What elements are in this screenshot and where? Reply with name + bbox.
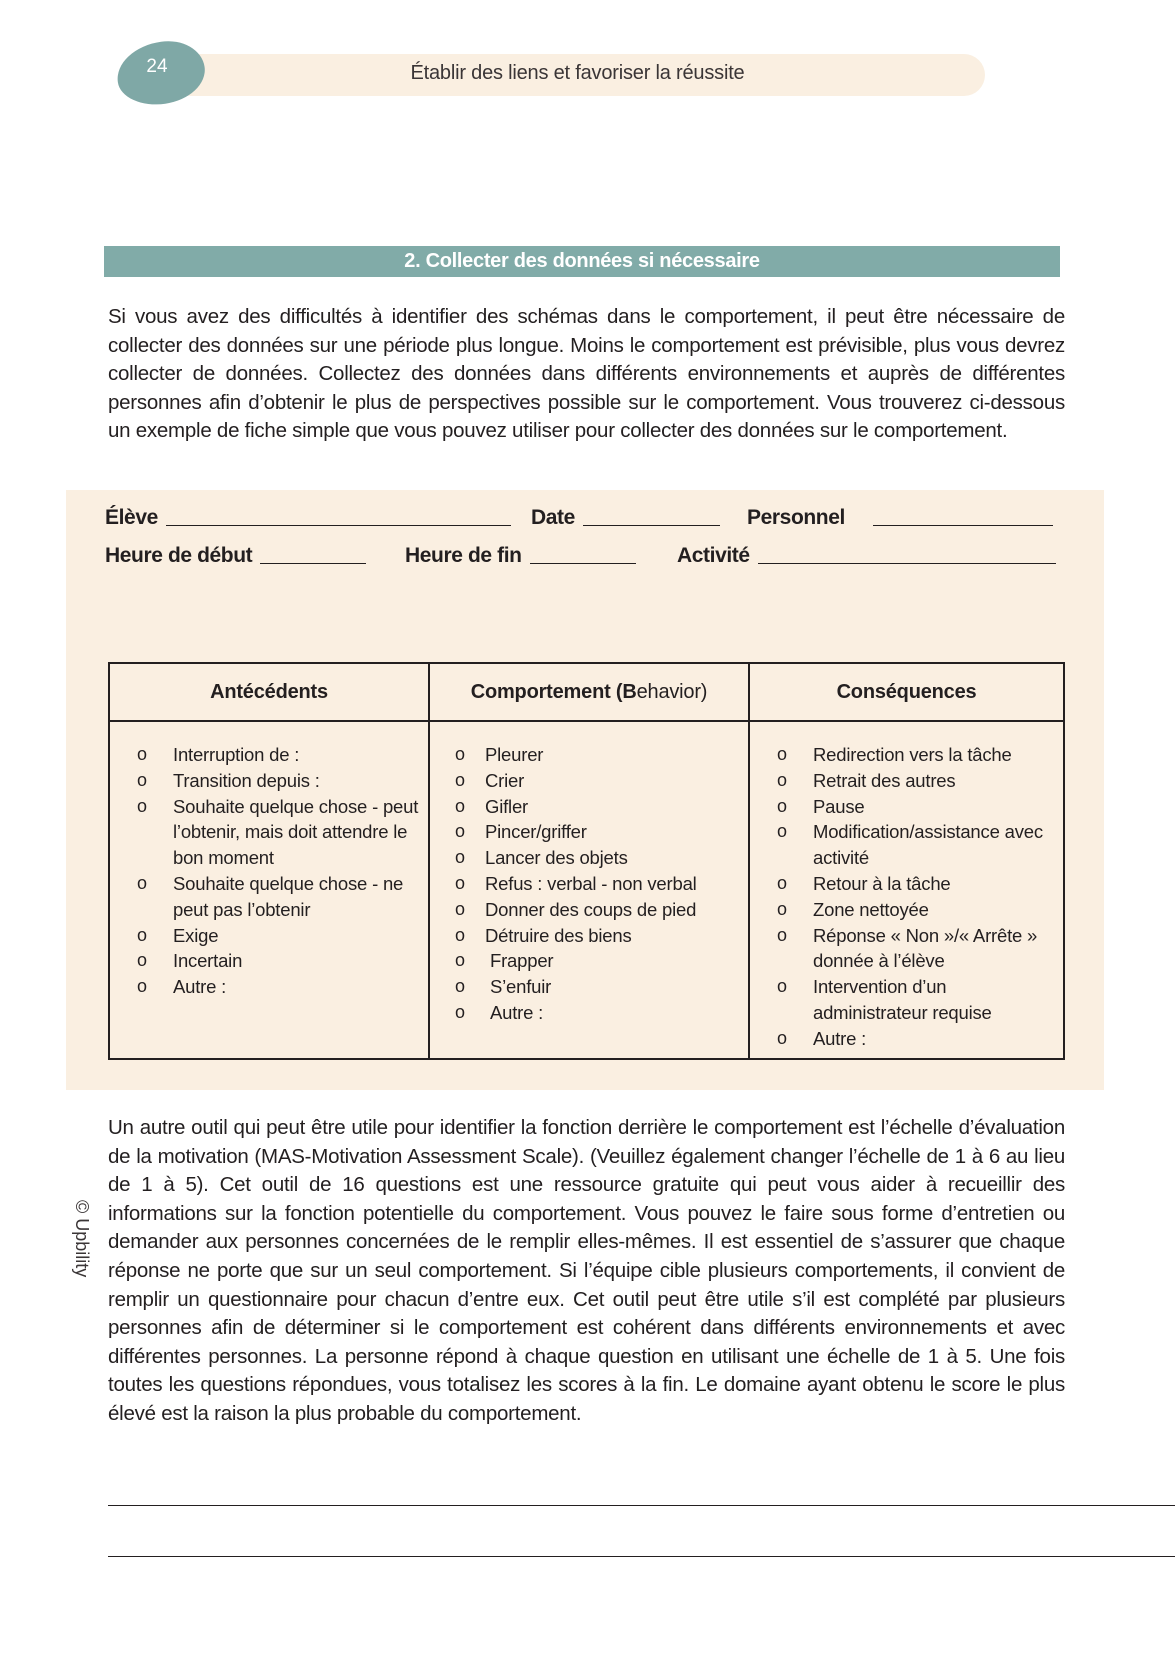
checklist-item[interactable]: o Détruire des biens [430,923,748,949]
checklist-item[interactable]: o Pincer/griffer [430,819,748,845]
checklist-item[interactable]: o Autre : [430,1000,748,1026]
checkbox-circle-icon[interactable]: o [455,898,465,919]
note-line[interactable] [108,1556,1175,1557]
field-activity-line[interactable] [758,562,1056,564]
checkbox-circle-icon[interactable]: o [777,898,787,919]
checklist-item[interactable]: o Zone nettoyée [750,897,1063,923]
checkbox-circle-icon[interactable]: o [777,744,787,764]
field-end-time-label: Heure de fin [405,544,522,567]
checkbox-circle-icon[interactable]: o [137,976,147,997]
checklist-item[interactable]: o Autre : [110,974,428,1000]
checkbox-circle-icon[interactable]: o [455,924,465,945]
checklist-item[interactable]: o Souhaite quelque chose - peut l’obtenir, mais doit attendre le bon moment [137,795,419,869]
checkbox-circle-icon[interactable]: o [137,872,147,893]
checklist-item[interactable]: o Pause [750,794,1063,820]
checkbox-circle-icon[interactable]: o [455,821,465,842]
field-date-line[interactable] [583,524,720,526]
checkbox-circle-icon[interactable]: o [777,872,787,893]
checklist-item[interactable]: o Modification/assistance avec activité [777,821,1043,869]
copyright-notice: © Upbility [72,1200,92,1278]
checkbox-circle-icon[interactable]: o [455,1001,465,1022]
field-date-label: Date [531,506,575,529]
column-antecedents [110,722,430,1058]
field-student-line[interactable] [166,524,511,526]
field-staff[interactable] [747,506,1053,530]
checkbox-circle-icon[interactable]: o [777,821,787,842]
checklist-item[interactable]: o Donner des coups de pied [430,897,748,923]
running-header-title: Établir des liens et favoriser la réussite [410,62,745,84]
checkbox-circle-icon[interactable]: o [777,1027,787,1048]
checkbox-circle-icon[interactable]: o [455,744,465,764]
checkbox-circle-icon[interactable]: o [137,924,147,945]
checkbox-circle-icon[interactable]: o [137,769,147,790]
checklist-item[interactable]: o Réponse « Non »/« Arrête » donnée à l’élève [777,924,1038,972]
field-staff-label: Personnel [747,506,845,529]
checkbox-circle-icon[interactable]: o [137,795,147,816]
field-student[interactable] [105,506,511,530]
checklist-item[interactable]: o Retrait des autres [750,768,1063,794]
abc-table [108,662,1065,1060]
field-end-time-line[interactable] [530,562,636,564]
checklist-item[interactable]: o Intervention d’un administrateur requise [777,976,992,1023]
column-header-behavior: Comportement (B ehavior) [430,664,750,722]
checkbox-circle-icon[interactable]: o [137,950,147,971]
checklist-item[interactable]: o Gifler [430,794,748,820]
checkbox-circle-icon[interactable]: o [455,976,465,997]
intro-paragraph: Si vous avez des difficultés à identifier des schémas dans le comportement, il peut être nécessaire de collecter des données sur une période plus longue. Moins le comportement est prévisible, plus vous devrez collecter de données. Collectez des données dans différents environnements et auprès de différentes personnes afin d’obtenir le plus de perspectives possible sur le comportement. Vous trouverez ci-dessous un exemple de fiche simple que vous pouvez utiliser pour collecter des données sur le comportement. [108,305,1065,443]
field-start-time-label: Heure de début [105,544,253,567]
checklist-item[interactable]: o Lancer des objets [430,845,748,871]
checklist-item[interactable]: o Redirection vers la tâche [750,742,1063,768]
mas-paragraph: Un autre outil qui peut être utile pour identifier la fonction derrière le comportement est l’échelle d’évaluation de la motivation (MAS-Motivation Assessment Scale). (Veuillez également changer l’échelle de 1 à 6 au lieu de 1 à 5). Cet outil de 16 questions est une ressource gratuite qui peut vous aider à recueillir des informations sur la fonction potentielle du comportement. Vous pouvez le faire sous forme d’entretien ou demander aux personnes concernées de le remplir elles-mêmes. Il est essentiel de s’assurer que chaque réponse ne porte que sur un seul comportement. Si l’équipe cible plusieurs comportements, il convient de remplir un questionnaire pour chacun d’entre eux. Cet outil peut être utile s’il est complété par plusieurs personnes afin de déterminer si le comportement est cohérent dans différents environnements et avec différentes personnes. La personne répond à chaque question en utilisant une échelle de 1 à 5. Une fois toutes les questions répondues, vous totalisez les scores à la fin. Le domaine ayant obtenu le score le plus élevé est la raison la plus probable du comportement. [108,1116,1065,1425]
checklist-item[interactable]: o Exige [110,923,428,949]
checkbox-circle-icon[interactable]: o [777,924,787,945]
checklist-item[interactable]: o Interruption de : [110,742,428,768]
field-activity-label: Activité [677,544,750,567]
checklist-item[interactable]: o Souhaite quelque chose - ne peut pas l’obtenir [137,872,404,920]
checklist-item[interactable]: o Autre : [750,1026,1063,1052]
column-header-consequences: Conséquences [750,664,1063,722]
checkbox-circle-icon[interactable]: o [455,950,465,971]
checkbox-circle-icon[interactable]: o [455,769,465,790]
checkbox-circle-icon[interactable]: o [777,795,787,816]
field-date[interactable] [531,506,720,530]
checkbox-circle-icon[interactable]: o [137,744,147,764]
column-header-antecedents: Antécédents [110,664,430,722]
checklist-item[interactable]: o Retour à la tâche [750,871,1063,897]
column-behavior [430,722,750,1058]
checklist-item[interactable]: o Pleurer [430,742,748,768]
checklist-item[interactable]: o S’enfuir [430,974,748,1000]
column-consequences [750,722,1063,1058]
field-staff-line[interactable] [873,524,1053,526]
checkbox-circle-icon[interactable]: o [455,872,465,893]
field-start-time-line[interactable] [260,562,366,564]
checklist-item[interactable]: o Incertain [110,948,428,974]
checklist-item[interactable]: o Crier [430,768,748,794]
checklist-item[interactable]: o Frapper [430,948,748,974]
checkbox-circle-icon[interactable]: o [777,976,787,997]
field-end-time[interactable] [405,544,636,568]
checklist-item[interactable]: o Refus : verbal - non verbal [430,871,748,897]
field-start-time[interactable] [105,544,366,568]
checklist-item[interactable]: o Transition depuis : [110,768,428,794]
page-number: 24 [146,56,168,77]
checkbox-circle-icon[interactable]: o [455,795,465,816]
section-title: 2. Collecter des données si nécessaire [104,246,1060,277]
field-activity[interactable] [677,544,1056,568]
field-student-label: Élève [105,506,158,529]
note-line[interactable] [108,1505,1175,1506]
checkbox-circle-icon[interactable]: o [455,847,465,868]
checkbox-circle-icon[interactable]: o [777,769,787,790]
